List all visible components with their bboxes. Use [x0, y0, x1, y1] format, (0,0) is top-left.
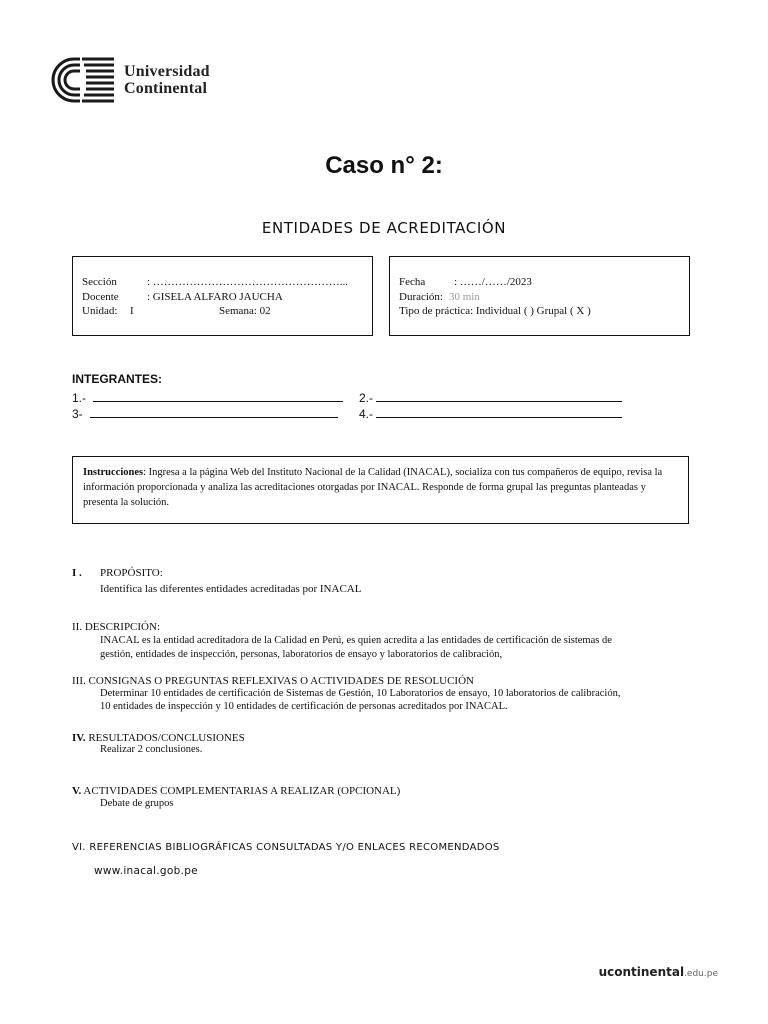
- section-1-body: Identifica las diferentes entidades acreditadas por INACAL: [100, 583, 362, 595]
- member-number-4: 4.-: [359, 407, 374, 421]
- unidad-value: I: [130, 305, 134, 317]
- member-number-2: 2.-: [359, 391, 374, 405]
- unidad-label: Unidad:: [82, 305, 118, 317]
- member-blank-3: [90, 407, 338, 418]
- section-1-number: I .: [72, 567, 82, 579]
- logo-line2: Continental: [124, 80, 208, 97]
- member-blank-1: [93, 391, 343, 402]
- instructions-box: [72, 456, 689, 524]
- docente-value: : GISELA ALFARO JAUCHA: [147, 291, 283, 303]
- section-4-title: RESULTADOS/CONCLUSIONES: [85, 732, 245, 744]
- page-subtitle: ENTIDADES DE ACREDITACIÓN: [261, 219, 507, 237]
- footer-brand-domain: .edu.pe: [684, 969, 718, 979]
- instructions-label: Instrucciones: [83, 467, 144, 478]
- section-5-title: ACTIVIDADES COMPLEMENTARIAS A REALIZAR (OPCIONAL): [81, 785, 401, 797]
- fecha-value: : ……/……/2023: [454, 276, 532, 288]
- section-5-heading: [72, 784, 400, 798]
- member-blank-4: [376, 407, 622, 418]
- duracion-label: Duración:: [399, 291, 443, 303]
- logo-line1: Universidad: [124, 63, 210, 80]
- section-2-body-line2: gestión, entidades de inspección, personas, laboratorios de ensayo y laboratorios de calibración,: [100, 649, 503, 660]
- footer-brand-name: ucontinental: [598, 965, 685, 979]
- section-3-title: III. CONSIGNAS O PREGUNTAS REFLEXIVAS O ACTIVIDADES DE RESOLUCIÓN: [72, 675, 474, 687]
- instructions-text: : Ingresa a la página Web del Instituto Nacional de la Calidad (INACAL), socializa con tus compañeros de equipo, revisa la información proporcionada y analiza las acreditaciones otorgadas por INACAL. Responde de forma grupal las preguntas planteadas y presenta la solución.: [83, 467, 663, 508]
- fecha-label: Fecha: [399, 276, 426, 288]
- member-number-3: 3-: [72, 407, 83, 421]
- section-3-body-line1: Determinar 10 entidades de certificación de Sistemas de Gestión, 10 Laboratorios de ensayo, 10 laboratorios de calibración,: [100, 688, 621, 699]
- section-6-title: VI. REFERENCIAS BIBLIOGRÁFICAS CONSULTADAS Y/O ENLACES RECOMENDADOS: [72, 842, 500, 853]
- section-5-body: Debate de grupos: [100, 798, 174, 809]
- footer-brand: [599, 961, 718, 980]
- member-line-1: [72, 391, 343, 405]
- reference-link[interactable]: www.inacal.gob.pe: [94, 865, 198, 877]
- seccion-label: Sección: [82, 276, 117, 288]
- semana-value: Semana: 02: [219, 305, 271, 317]
- member-line-4: [359, 407, 622, 421]
- section-1-title: PROPÓSITO:: [100, 567, 163, 579]
- practice-info-box: [389, 256, 690, 336]
- duracion-value: 30 min: [449, 291, 480, 303]
- member-blank-2: [376, 391, 622, 402]
- section-4-body: Realizar 2 conclusiones.: [100, 744, 203, 755]
- section-2-title: II. DESCRIPCIÓN:: [72, 621, 161, 633]
- university-logo: [50, 56, 230, 106]
- section-4-number: IV.: [72, 732, 86, 744]
- member-line-3: [72, 407, 338, 421]
- member-number-1: 1.-: [72, 391, 87, 405]
- member-line-2: [359, 391, 622, 405]
- page-title: Caso n° 2:: [325, 152, 443, 179]
- continental-logo-icon: [50, 56, 116, 104]
- docente-label: Docente: [82, 291, 119, 303]
- tipo-practica: Tipo de práctica: Individual ( ) Grupal ( X ): [399, 305, 591, 317]
- section-5-number: V.: [72, 785, 82, 797]
- section-2-body-line1: INACAL es la entidad acreditadora de la Calidad en Perú, es quien acredita a las entidades de certificación de sistemas de: [100, 635, 612, 646]
- integrantes-heading: INTEGRANTES:: [72, 372, 162, 386]
- course-info-box: [72, 256, 373, 336]
- section-3-body-line2: 10 entidades de inspección y 10 entidades de certificación de personas acreditados por INACAL.: [100, 701, 508, 712]
- seccion-value: : ……………………………………………...: [147, 276, 349, 288]
